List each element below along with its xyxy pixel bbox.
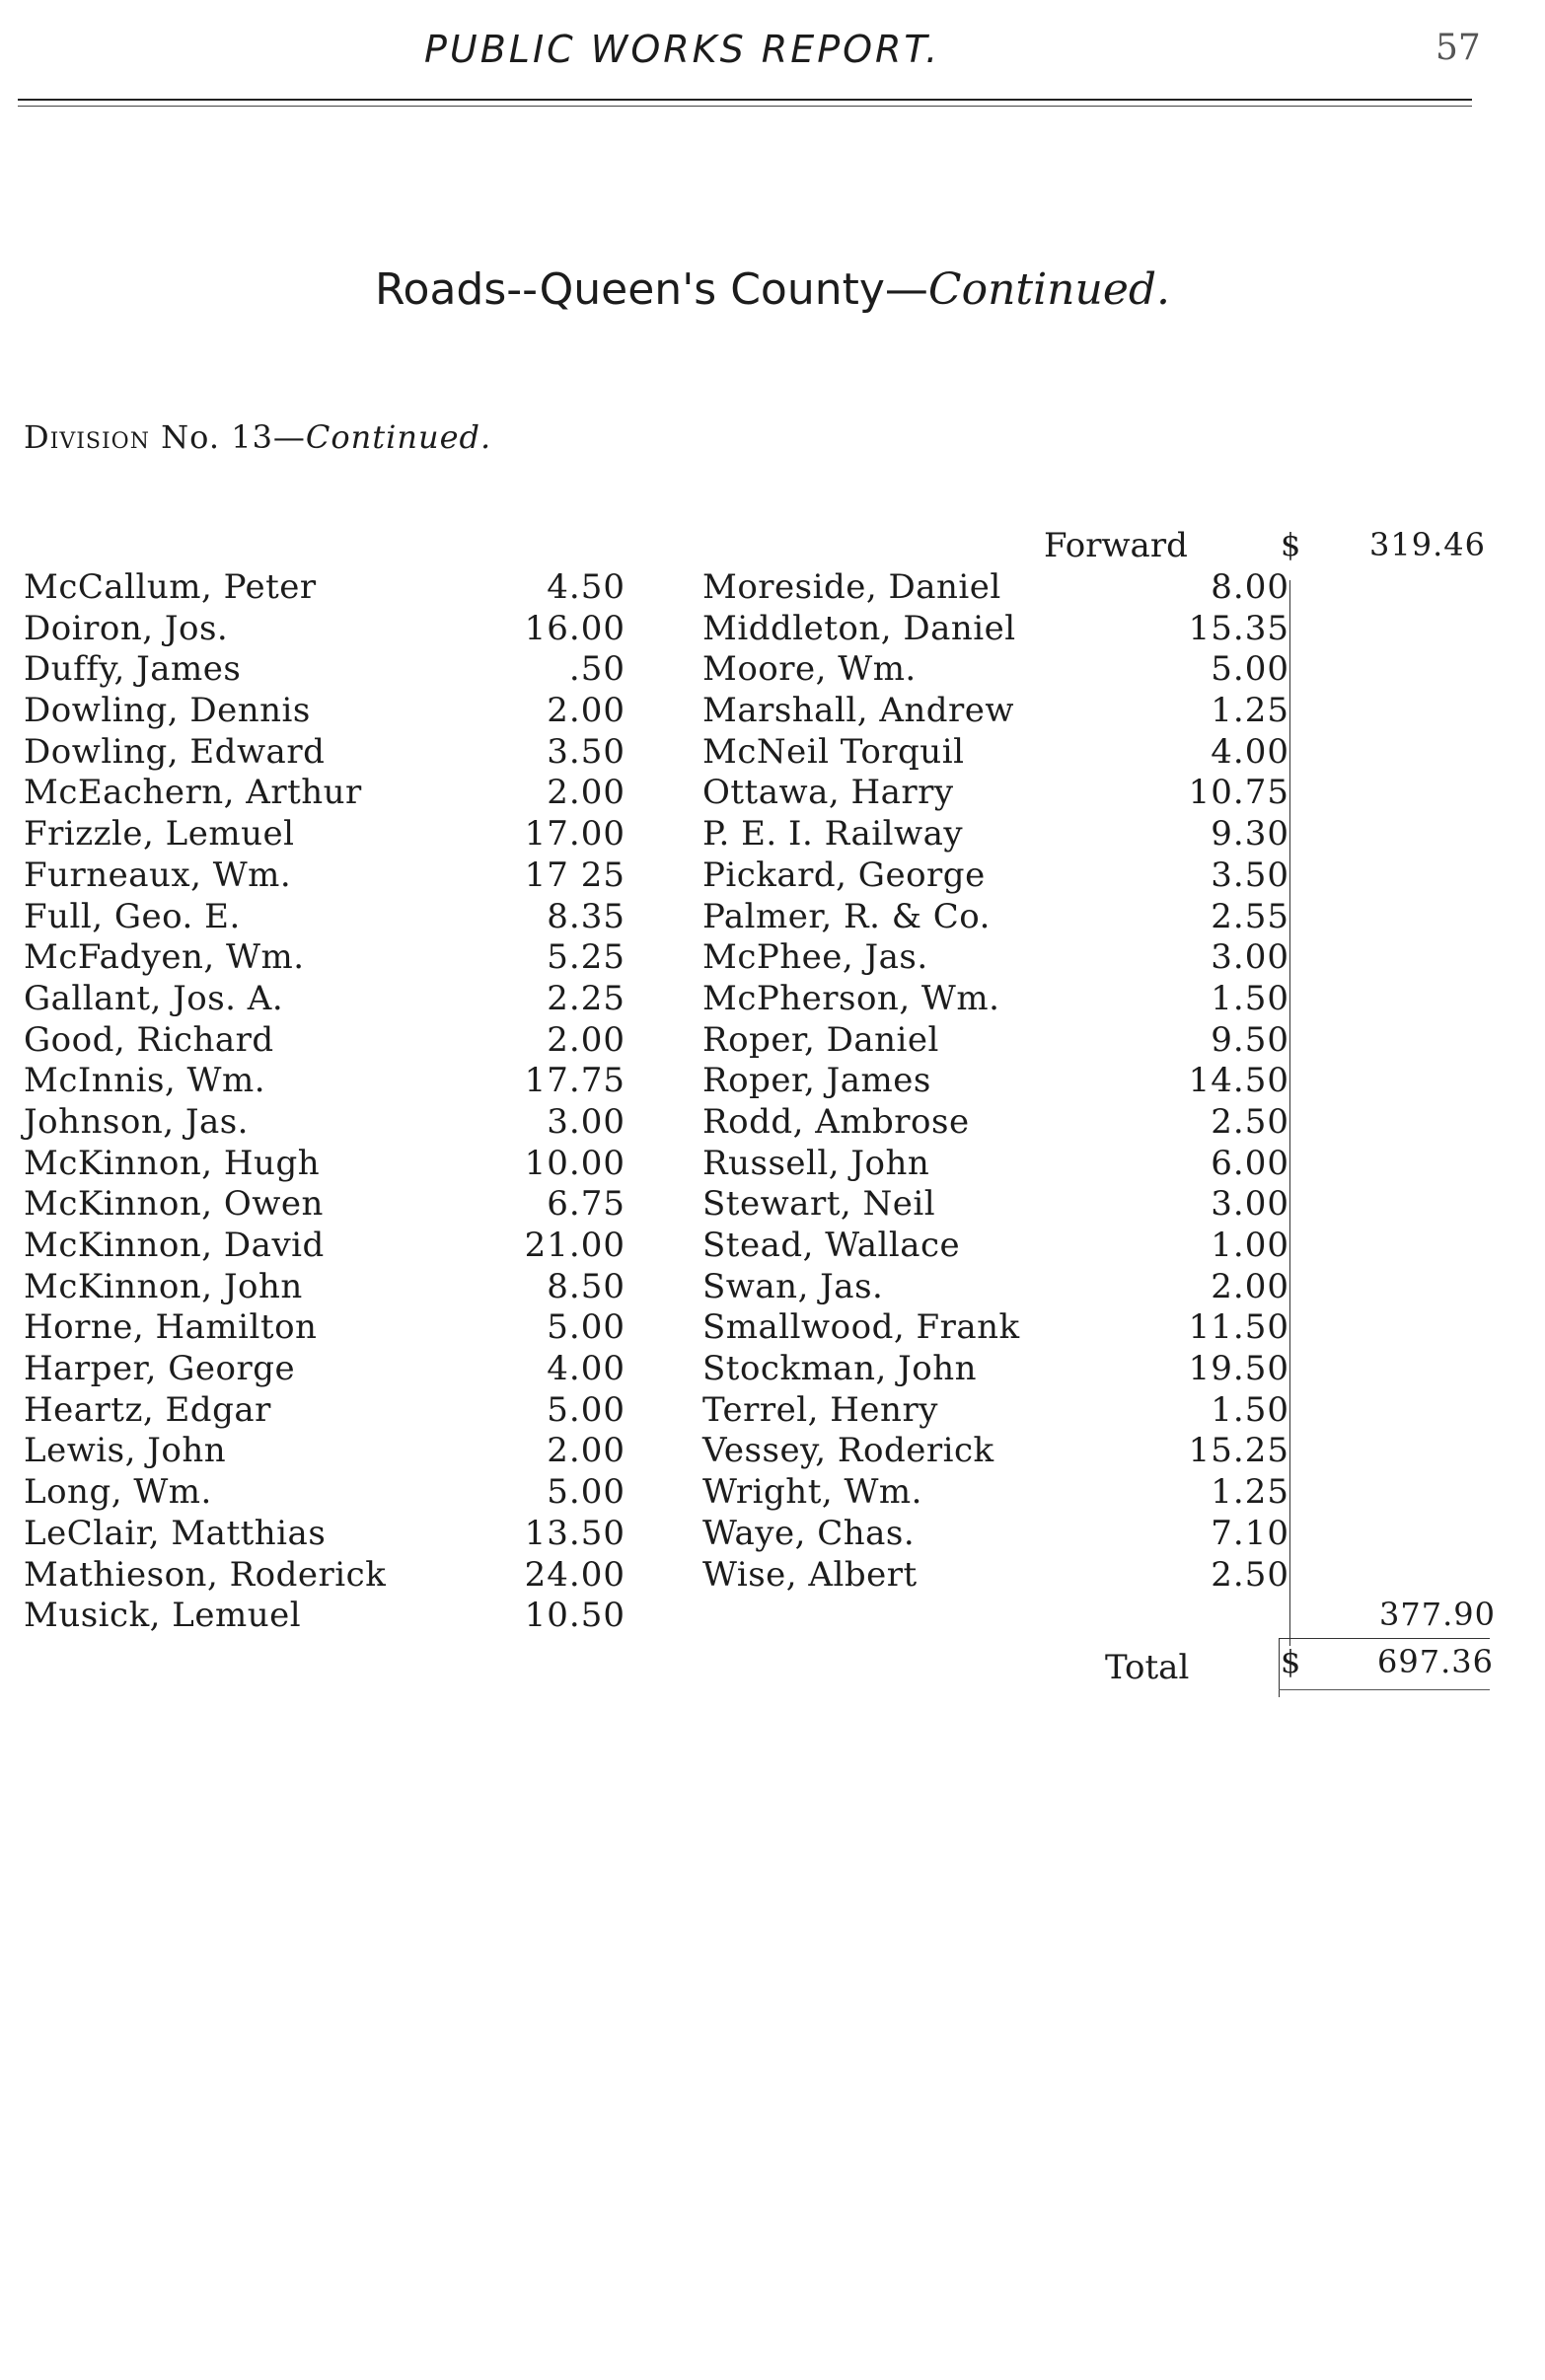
entry-name: Roper, James	[702, 1061, 931, 1101]
entry-name: McKinnon, Hugh	[24, 1143, 321, 1183]
list-item	[702, 773, 1294, 814]
entry-name: Musick, Lemuel	[24, 1596, 302, 1636]
entry-amount: 5.00	[547, 1472, 625, 1513]
entry-name: Frizzle, Lemuel	[24, 814, 295, 855]
entry-name: Moreside, Daniel	[702, 567, 1001, 607]
list-item	[24, 1472, 625, 1514]
entry-amount: 21.00	[524, 1226, 625, 1265]
entry-name: Middleton, Daniel	[702, 608, 1016, 648]
entry-name: Gallant, Jos. A.	[24, 978, 284, 1018]
list-item	[702, 1020, 1294, 1062]
entry-name: Mathieson, Roderick	[24, 1554, 387, 1595]
amount-column-rule	[1289, 580, 1290, 1646]
list-item	[702, 1514, 1294, 1555]
section-title-main: Roads--Queen's County—	[374, 264, 928, 315]
list-item	[702, 937, 1294, 979]
entry-amount: 1.25	[1211, 691, 1289, 731]
entry-name: Full, Geo. E.	[24, 896, 241, 936]
total-rule	[1279, 1689, 1490, 1690]
list-item	[24, 1349, 625, 1390]
list-item	[702, 1307, 1294, 1349]
list-item	[24, 731, 625, 774]
entry-amount: 3.00	[547, 1101, 625, 1142]
entry-amount: 24.00	[524, 1554, 625, 1595]
list-item	[702, 649, 1294, 691]
entry-name: Swan, Jas.	[702, 1266, 884, 1306]
list-item	[24, 608, 625, 650]
entry-name: Heartz, Edgar	[24, 1389, 271, 1430]
entry-amount: 17 25	[524, 855, 625, 895]
right-column-list	[702, 567, 1294, 1596]
list-item	[24, 1266, 625, 1308]
list-item	[702, 1555, 1294, 1597]
list-item	[24, 1184, 625, 1226]
entry-amount: 10.50	[524, 1596, 625, 1636]
entry-name: Stockman, John	[702, 1349, 977, 1389]
entry-name: LeClair, Matthias	[24, 1513, 327, 1553]
page-number: 57	[1435, 28, 1481, 68]
list-item	[702, 855, 1294, 897]
entry-name: McEachern, Arthur	[24, 773, 362, 813]
division-number: No. 13—	[161, 418, 306, 456]
entry-name: Roper, Daniel	[702, 1019, 939, 1060]
entry-name: Wise, Albert	[702, 1554, 918, 1595]
entry-name: McNeil Torquil	[702, 731, 965, 772]
entry-name: McKinnon, Owen	[24, 1184, 324, 1225]
entry-name: Marshall, Andrew	[702, 691, 1015, 731]
forward-label: Forward	[1044, 526, 1188, 565]
list-item	[24, 649, 625, 691]
entry-name: McPhee, Jas.	[702, 937, 928, 978]
entry-name: Doiron, Jos.	[24, 608, 229, 648]
entry-amount: 2.00	[547, 773, 625, 813]
entry-name: Ottawa, Harry	[702, 773, 954, 813]
left-column-list	[24, 567, 625, 1637]
section-title-continued: Continued.	[927, 264, 1171, 315]
list-item	[702, 1102, 1294, 1144]
entry-name: Pickard, George	[702, 855, 986, 895]
list-item	[702, 1144, 1294, 1185]
list-item	[702, 691, 1294, 732]
entry-name: Waye, Chas.	[702, 1513, 916, 1553]
forward-currency: $	[1281, 526, 1301, 563]
list-item	[24, 773, 625, 814]
list-item	[702, 1061, 1294, 1102]
entry-amount: 8.35	[547, 896, 625, 936]
list-item	[702, 1184, 1294, 1226]
entry-amount: 13.50	[524, 1513, 625, 1553]
entry-amount: 5.00	[1211, 649, 1289, 690]
entry-amount: 14.50	[1188, 1061, 1289, 1101]
list-item	[702, 1390, 1294, 1432]
total-currency: $	[1281, 1643, 1301, 1680]
forward-amount: 319.46	[1369, 526, 1486, 563]
entry-amount: 3.50	[1211, 855, 1289, 895]
list-item	[24, 937, 625, 979]
entry-amount: 15.35	[1188, 608, 1289, 648]
list-item	[24, 1596, 625, 1637]
entry-amount: 17.75	[524, 1061, 625, 1101]
entry-amount: 11.50	[1188, 1307, 1289, 1348]
list-item	[24, 1554, 625, 1597]
entry-amount: 9.30	[1211, 814, 1289, 855]
list-item	[24, 855, 625, 897]
entry-amount: 1.00	[1211, 1226, 1289, 1265]
entry-amount: 8.50	[547, 1266, 625, 1306]
entry-name: Wright, Wm.	[702, 1472, 922, 1513]
entry-amount: 17.00	[524, 814, 625, 855]
entry-amount: 6.00	[1211, 1143, 1289, 1183]
entry-name: Long, Wm.	[24, 1472, 212, 1513]
entry-amount: 2.00	[547, 1019, 625, 1060]
list-item	[702, 1226, 1294, 1267]
list-item	[24, 1307, 625, 1349]
list-item	[702, 609, 1294, 650]
entry-amount: 9.50	[1211, 1019, 1289, 1060]
list-item	[702, 1472, 1294, 1514]
list-item	[24, 1226, 625, 1267]
subtotal-rule	[1279, 1638, 1490, 1639]
entry-name: Dowling, Edward	[24, 731, 326, 772]
list-item	[702, 814, 1294, 855]
list-item	[24, 896, 625, 938]
entry-amount: 1.50	[1211, 978, 1289, 1018]
entry-name: Rodd, Ambrose	[702, 1101, 970, 1142]
entry-name: Stewart, Neil	[702, 1184, 936, 1225]
entry-amount: 2.25	[547, 978, 625, 1018]
entry-name: Lewis, John	[24, 1431, 227, 1471]
division-heading	[24, 418, 491, 456]
entry-name: Dowling, Dennis	[24, 691, 311, 731]
subtotal-amount: 377.90	[1379, 1596, 1496, 1633]
list-item	[24, 1061, 625, 1102]
entry-name: Duffy, James	[24, 649, 242, 690]
entry-amount: 2.00	[547, 691, 625, 731]
entry-name: McInnis, Wm.	[24, 1061, 266, 1101]
entry-amount: 2.00	[1211, 1266, 1289, 1306]
list-item	[24, 1513, 625, 1555]
entry-name: Stead, Wallace	[702, 1226, 961, 1265]
report-title: PUBLIC WORKS REPORT.	[424, 28, 941, 71]
header-rule-thin	[18, 106, 1472, 107]
entry-amount: 8.00	[1211, 567, 1289, 607]
list-item	[702, 732, 1294, 774]
entry-name: Johnson, Jas.	[24, 1101, 249, 1142]
total-amount: 697.36	[1377, 1643, 1494, 1680]
entry-amount: 2.50	[1211, 1101, 1289, 1142]
entry-amount: 2.55	[1211, 896, 1289, 936]
entry-name: McPherson, Wm.	[702, 978, 1000, 1018]
entry-name: McFadyen, Wm.	[24, 937, 305, 978]
list-item	[702, 567, 1294, 609]
list-item	[24, 978, 625, 1020]
entry-amount: .50	[568, 649, 625, 690]
total-label: Total	[1105, 1648, 1190, 1687]
entry-amount: 6.75	[547, 1184, 625, 1225]
division-label: Division	[24, 418, 150, 456]
list-item	[24, 1019, 625, 1062]
entry-amount: 10.75	[1188, 773, 1289, 813]
entry-amount: 3.00	[1211, 1184, 1289, 1225]
entry-amount: 2.00	[547, 1431, 625, 1471]
list-item	[24, 1143, 625, 1185]
list-item	[702, 979, 1294, 1020]
list-item	[24, 1101, 625, 1144]
entry-amount: 1.50	[1211, 1389, 1289, 1430]
running-head	[0, 28, 1545, 77]
list-item	[24, 1389, 625, 1432]
entry-name: Smallwood, Frank	[702, 1307, 1020, 1348]
entry-name: McCallum, Peter	[24, 567, 317, 607]
list-item	[702, 1431, 1294, 1472]
header-rule	[18, 99, 1472, 101]
entry-amount: 10.00	[524, 1143, 625, 1183]
list-item	[702, 1267, 1294, 1308]
entry-amount: 5.00	[547, 1389, 625, 1430]
total-column-rule	[1279, 1638, 1280, 1697]
entry-amount: 15.25	[1188, 1431, 1289, 1471]
entry-name: Furneaux, Wm.	[24, 855, 292, 895]
list-item	[24, 1431, 625, 1472]
entry-name: Vessey, Roderick	[702, 1431, 994, 1471]
section-title	[0, 264, 1545, 315]
entry-amount: 4.50	[547, 567, 625, 607]
list-item	[702, 897, 1294, 938]
entry-name: Horne, Hamilton	[24, 1307, 318, 1348]
entry-amount: 16.00	[524, 608, 625, 648]
entry-name: Terrel, Henry	[702, 1389, 938, 1430]
entry-amount: 4.00	[1211, 731, 1289, 772]
entry-amount: 1.25	[1211, 1472, 1289, 1513]
entry-name: McKinnon, John	[24, 1266, 303, 1306]
entry-amount: 3.50	[547, 731, 625, 772]
entry-amount: 4.00	[547, 1349, 625, 1389]
entry-name: McKinnon, David	[24, 1226, 325, 1265]
entry-amount: 3.00	[1211, 937, 1289, 978]
entry-name: Good, Richard	[24, 1019, 274, 1060]
list-item	[24, 814, 625, 855]
entry-name: Moore, Wm.	[702, 649, 917, 690]
entry-amount: 5.00	[547, 1307, 625, 1348]
entry-name: Harper, George	[24, 1349, 296, 1389]
entry-name: Russell, John	[702, 1143, 930, 1183]
entry-amount: 7.10	[1211, 1513, 1289, 1553]
list-item	[24, 567, 625, 609]
entry-amount: 5.25	[547, 937, 625, 978]
entry-amount: 19.50	[1188, 1349, 1289, 1389]
entry-amount: 2.50	[1211, 1554, 1289, 1595]
entry-name: Palmer, R. & Co.	[702, 896, 991, 936]
list-item	[702, 1349, 1294, 1390]
division-continued: Continued.	[305, 418, 492, 456]
entry-name: P. E. I. Railway	[702, 814, 964, 855]
list-item	[24, 691, 625, 732]
